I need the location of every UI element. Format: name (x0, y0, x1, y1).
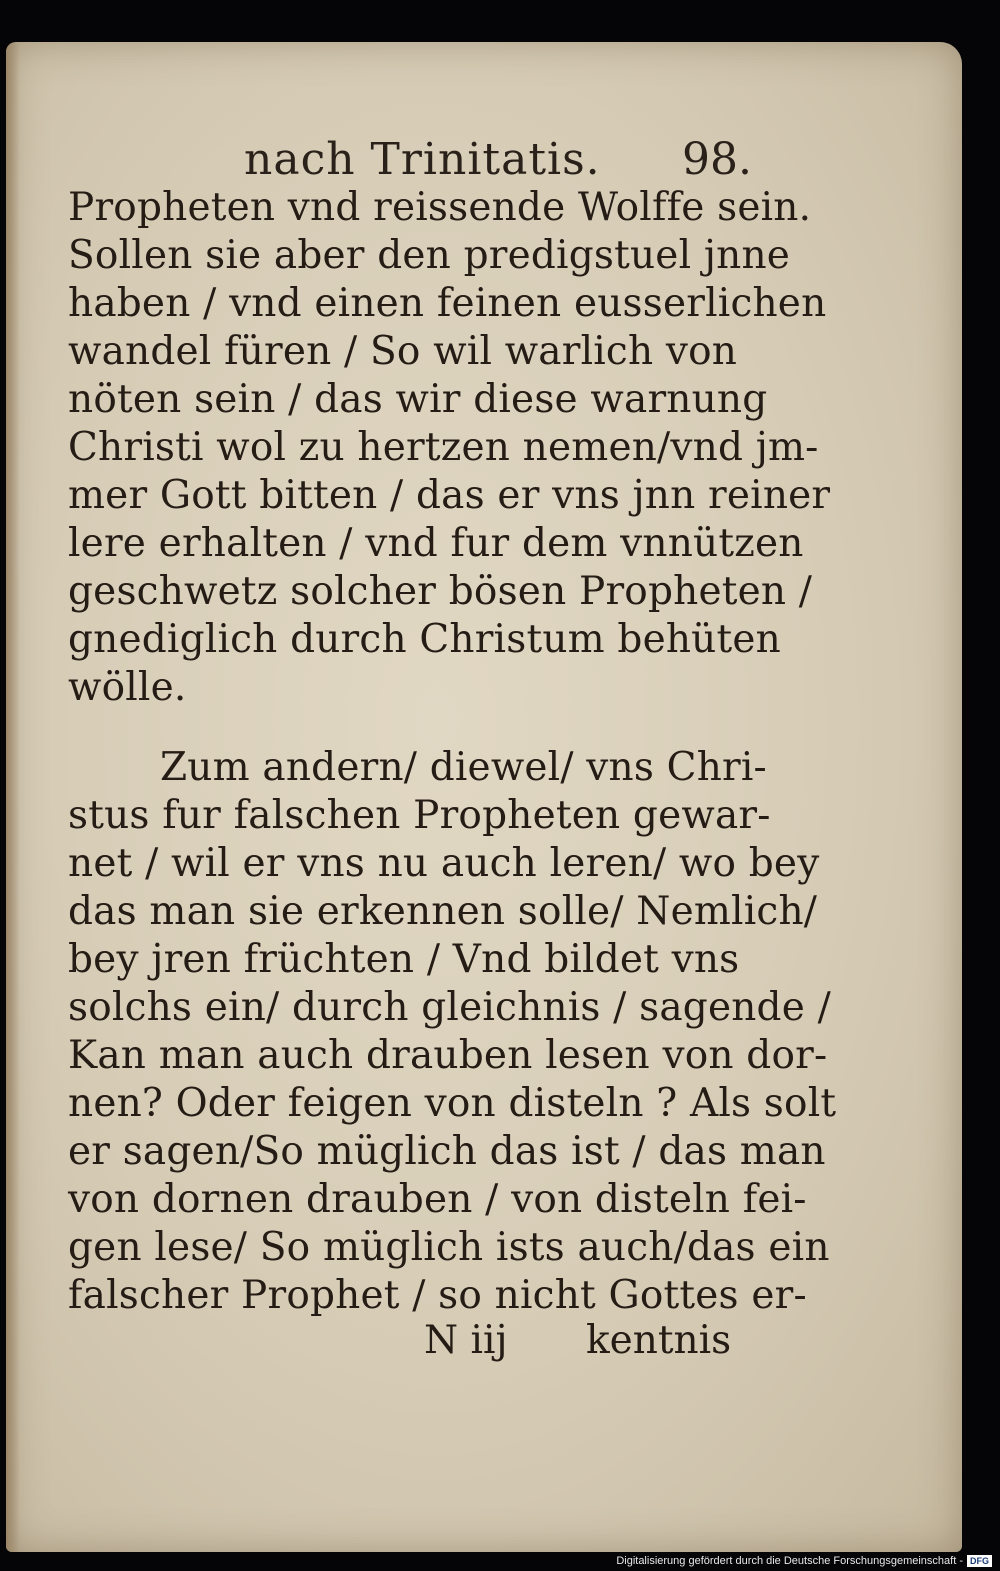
text-line: mer Gott bitten / das er vns jnn reiner (68, 473, 831, 518)
text-line: bey jren früchten / Vnd bildet vns (68, 937, 740, 982)
text-line: gen lese/ So müglich ists auch/das ein (68, 1225, 830, 1270)
text-line: Sollen sie aber den predigstuel jnne (68, 233, 791, 278)
signature-mark: N iij (424, 1318, 508, 1363)
text-line: nöten sein / das wir diese warnung (68, 377, 768, 422)
text-line: Propheten vnd reissende Wolffe sein. (68, 185, 812, 230)
text-line: solchs ein/ durch gleichnis / sagende / (68, 985, 831, 1030)
book-page (6, 42, 962, 1552)
catch-row (68, 1318, 758, 1368)
page-gutter-shadow (6, 42, 20, 1552)
text-line: von dornen drauben / von disteln fei- (68, 1177, 807, 1222)
dfg-logo: DFG (967, 1555, 992, 1567)
text-line: wölle. (68, 665, 187, 710)
text-line: net / wil er vns nu auch leren/ wo bey (68, 841, 820, 886)
text-line: wandel füren / So wil warlich von (68, 329, 738, 374)
catchword: kentnis (586, 1318, 732, 1363)
text-line: Zum andern/ diewel/ vns Chri- (160, 745, 767, 790)
text-line: falscher Prophet / so nicht Gottes er- (68, 1273, 807, 1318)
text-line: gnediglich durch Christum behüten (68, 617, 781, 662)
text-line: Kan man auch drauben lesen von dor- (68, 1033, 828, 1078)
folio-number: 98. (682, 134, 752, 185)
text-line: er sagen/So müglich das ist / das man (68, 1129, 826, 1174)
digitization-credit (616, 1553, 992, 1569)
text-line: Christi wol zu hertzen nemen/vnd jm- (68, 425, 819, 470)
credit-text: Digitalisierung gefördert durch die Deutsche Forschungsgemeinschaft - (616, 1555, 963, 1567)
text-line: geschwetz solcher bösen Propheten / (68, 569, 813, 614)
text-line: nen? Oder feigen von disteln ? Als solt (68, 1081, 837, 1126)
text-line: stus fur falschen Propheten gewar- (68, 793, 771, 838)
text-line: das man sie erkennen solle/ Nemlich/ (68, 889, 818, 934)
running-head: nach Trinitatis. (244, 134, 601, 185)
text-line: haben / vnd einen feinen eusserlichen (68, 281, 827, 326)
text-line: lere erhalten / vnd fur dem vnnützen (68, 521, 804, 566)
